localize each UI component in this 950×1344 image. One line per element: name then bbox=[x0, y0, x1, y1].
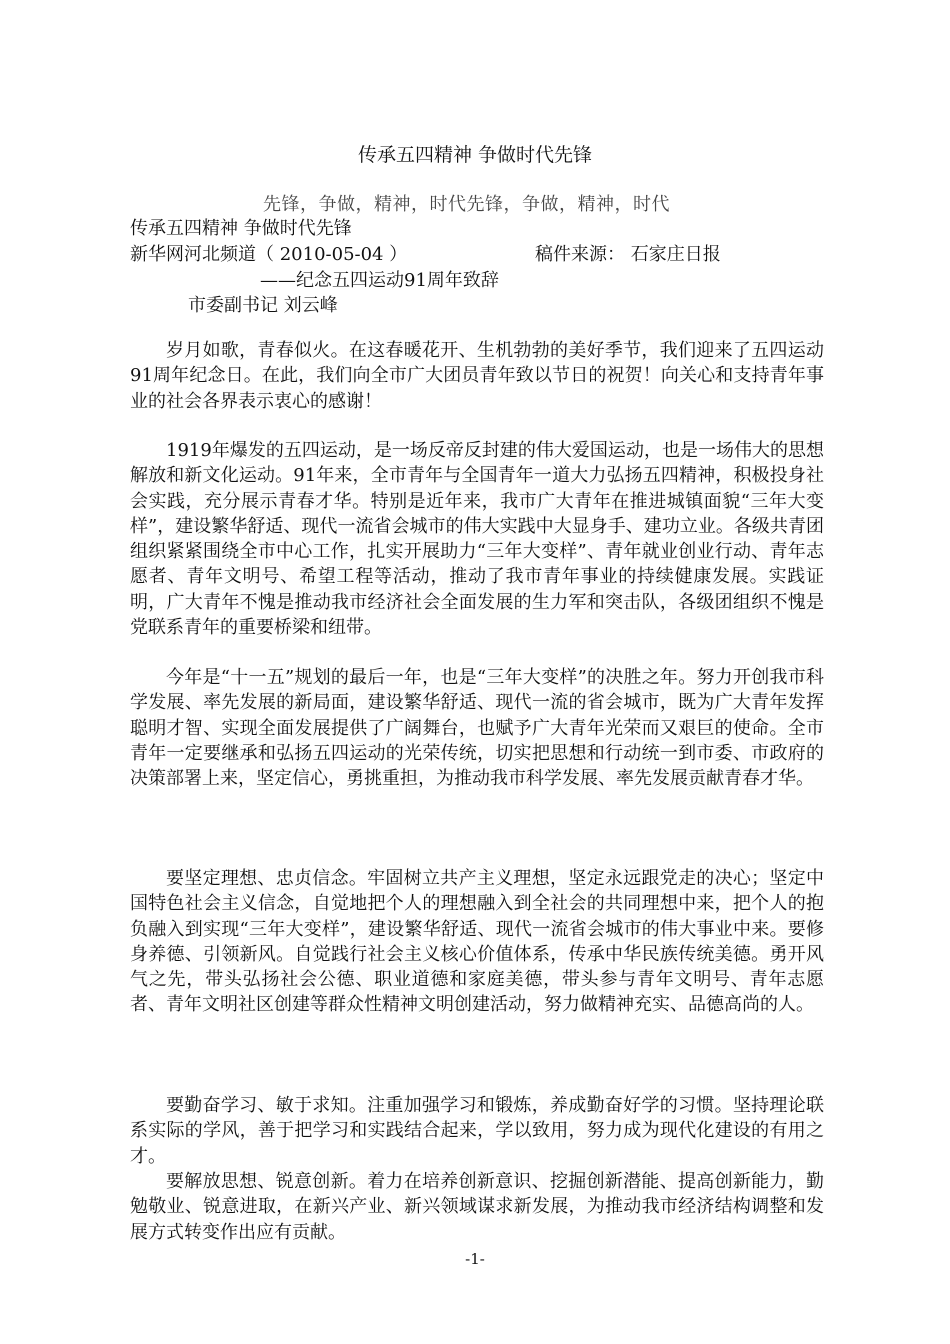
paragraph-5: 要勤奋学习、敏于求知。注重加强学习和锻炼，养成勤奋好学的习惯。坚持理论联系实际的学风，善于把学习和实践结合起来，学以致用，努力成为现代化建设的有用之才。 bbox=[130, 1095, 824, 1167]
paragraph-1: 岁月如歌，青春似火。在这春暖花开、生机勃勃的美好季节，我们迎来了五四运动91周年纪念日。在此，我们向全市广大团员青年致以节日的祝贺！向关心和支持青年事业的社会各界表示衷心的感谢！ bbox=[130, 340, 824, 412]
paragraph-2: 1919年爆发的五四运动，是一场反帝反封建的伟大爱国运动，也是一场伟大的思想解放和新文化运动。91年来，全市青年与全国青年一道大力弘扬五四精神，积极投身社会实践，充分展示青春才华。特别是近年来，我市广大青年在推进城镇面貌“三年大变样”，建设繁华舒适、现代一流省会城市的伟大实践中大显身手、建功立业。各级共青团组织紧紧围绕全市中心工作，扎实开展助力“三年大变样”、青年就业创业行动、青年志愿者、青年文明号、希望工程等活动，推动了我市青年事业的持续健康发展。实践证明，广大青年不愧是推动我市经济社会全面发展的生力军和突击队，各级团组织不愧是党联系青年的重要桥梁和纽带。 bbox=[130, 440, 824, 639]
source-origin: 稿件来源： 石家庄日报 bbox=[535, 244, 721, 265]
page-title: 传承五四精神 争做时代先锋 bbox=[357, 144, 593, 166]
paragraph-3: 今年是“十一五”规划的最后一年，也是“三年大变样”的决胜之年。努力开创我市科学发展、率先发展的新局面，建设繁华舒适、现代一流的省会城市，既为广大青年发挥聪明才智、实现全面发展提供了广阔舞台，也赋予广大青年光荣而又艰巨的使命。全市青年一定要继承和弘扬五四运动的光荣传统，切实把思想和行动统一到市委、市政府的决策部署上来，坚定信心，勇挑重担，为推动我市科学发展、率先发展贡献青春才华。 bbox=[130, 667, 824, 790]
dedication-line: ——纪念五四运动91周年致辞 bbox=[260, 270, 499, 291]
paragraph-4: 要坚定理想、忠贞信念。牢固树立共产主义理想，坚定永远跟党走的决心；坚定中国特色社会主义信念，自觉地把个人的理想融入到全社会的共同理想中来，把个人的抱负融入到实现“三年大变样”，建设繁华舒适、现代一流省会城市的伟大事业中来。要修身养德、引领新风。自觉践行社会主义核心价值体系，传承中华民族传统美德。勇开风气之先，带头弘扬社会公德、职业道德和家庭美德，带头参与青年文明号、青年志愿者、青年文明社区创建等群众性精神文明创建活动，努力做精神充实、品德高尚的人。 bbox=[130, 868, 824, 1016]
source-date-line: 新华网河北频道（ 2010-05-04 ） bbox=[130, 244, 408, 265]
keywords-line: 先锋，争做，精神，时代先锋，争做，精神，时代 bbox=[263, 194, 670, 215]
page-number: -1- bbox=[465, 1250, 485, 1268]
author-line: 市委副书记 刘云峰 bbox=[188, 295, 338, 316]
paragraph-6: 要解放思想、锐意创新。着力在培养创新意识、挖掘创新潜能、提高创新能力，勤勉敬业、锐意进取，在新兴产业、新兴领域谋求新发展，为推动我市经济结构调整和发展方式转变作出应有贡献。 bbox=[130, 1171, 824, 1243]
article-subtitle: 传承五四精神 争做时代先锋 bbox=[130, 218, 352, 239]
